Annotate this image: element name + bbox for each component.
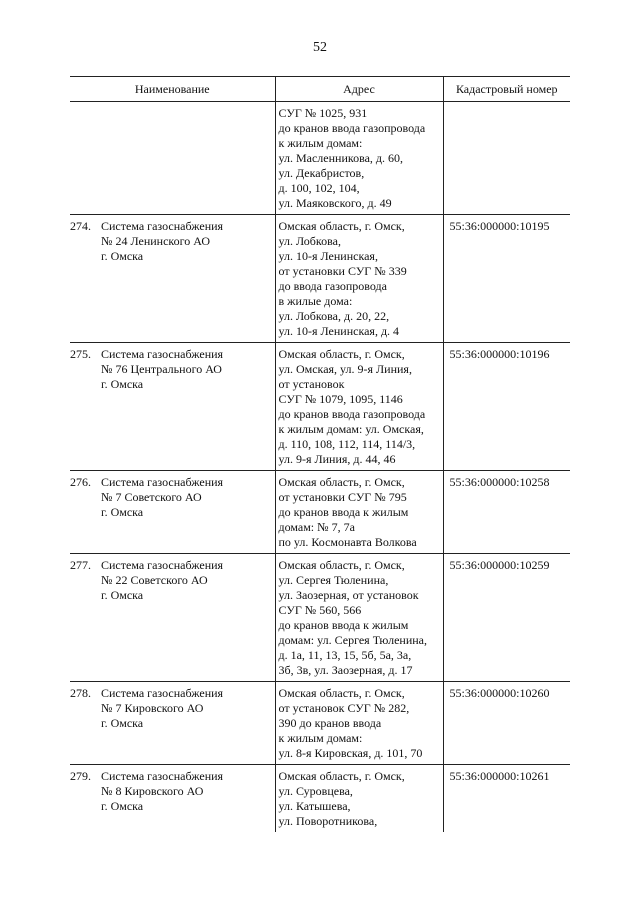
row-number: 275. <box>70 347 91 361</box>
address-line: домам: ул. Сергея Тюленина, <box>278 633 427 647</box>
address-line: Омская область, г. Омск, <box>278 686 405 700</box>
address-cell <box>275 471 443 554</box>
name-line: Система газоснабжения <box>101 219 224 233</box>
address-cell <box>275 682 443 765</box>
registry-table <box>70 76 570 832</box>
object-name <box>101 475 223 520</box>
address-line: ул. Маяковского, д. 49 <box>278 196 392 210</box>
address-line: до кранов ввода газопровода <box>278 121 426 135</box>
name-line: г. Омска <box>101 799 144 813</box>
name-line: № 8 Кировского АО <box>101 784 204 798</box>
address-line: Омская область, г. Омск, <box>278 475 405 489</box>
table-row <box>70 215 570 343</box>
row-number: 274. <box>70 219 91 233</box>
address-line: ул. Декабристов, <box>278 166 365 180</box>
address-line: Омская область, г. Омск, <box>278 769 405 783</box>
name-line: № 7 Кировского АО <box>101 701 204 715</box>
address-line: до кранов ввода газопровода <box>278 407 426 421</box>
address-line: к жилым домам: <box>278 731 363 745</box>
address-line: ул. 8-я Кировская, д. 101, 70 <box>278 746 423 760</box>
name-line: № 76 Центрального АО <box>101 362 222 376</box>
name-line: г. Омска <box>101 716 144 730</box>
address-line: ул. 10-я Ленинская, д. 4 <box>278 324 400 338</box>
name-line: г. Омска <box>101 588 144 602</box>
name-wrap <box>70 219 275 264</box>
address-line: ул. Масленникова, д. 60, <box>278 151 404 165</box>
address-cell <box>275 215 443 343</box>
object-name <box>101 347 223 392</box>
address-cell <box>275 343 443 471</box>
name-cell <box>70 682 275 765</box>
address-line: СУГ № 1025, 931 <box>278 106 368 120</box>
name-line: г. Омска <box>101 505 144 519</box>
table-row <box>70 682 570 765</box>
cadastral-number: 55:36:000000:10260 <box>443 682 570 765</box>
address-line: ул. Катышева, <box>278 799 351 813</box>
address-line: от установок <box>278 377 345 391</box>
address-line: до ввода газопровода <box>278 279 387 293</box>
object-name <box>101 558 223 603</box>
address-line: д. 1а, 11, 13, 15, 5б, 5а, 3а, <box>278 648 412 662</box>
cadastral-number: 55:36:000000:10196 <box>443 343 570 471</box>
continuation-address-cell <box>275 102 443 215</box>
cadastral-number: 55:36:000000:10195 <box>443 215 570 343</box>
address-line: до кранов ввода к жилым <box>278 618 409 632</box>
address-line: ул. 9-я Линия, д. 44, 46 <box>278 452 396 466</box>
address-cell <box>275 765 443 833</box>
continuation-cadastral-cell <box>443 102 570 215</box>
address-line: от установок СУГ № 282, <box>278 701 410 715</box>
continuation-row <box>70 102 570 215</box>
address-line: СУГ № 560, 566 <box>278 603 362 617</box>
address-line: д. 110, 108, 112, 114, 114/3, <box>278 437 416 451</box>
address-line: ул. Омская, ул. 9-я Линия, <box>278 362 412 376</box>
address-line: до кранов ввода к жилым <box>278 505 409 519</box>
header-cadastral: Кадастровый номер <box>443 77 570 102</box>
address-line: в жилые дома: <box>278 294 353 308</box>
address-cell <box>275 554 443 682</box>
address-line: домам: № 7, 7а <box>278 520 355 534</box>
header-address: Адрес <box>275 77 443 102</box>
cadastral-number: 55:36:000000:10261 <box>449 769 550 783</box>
page-number: 52 <box>313 40 327 55</box>
address-line: ул. 10-я Ленинская, <box>278 249 378 263</box>
address-line: Омская область, г. Омск, <box>278 219 405 233</box>
object-name <box>101 219 223 264</box>
row-number: 279. <box>70 769 91 783</box>
table-header-row <box>70 77 570 102</box>
name-line: Система газоснабжения <box>101 347 224 361</box>
address-line: ул. Сергея Тюленина, <box>278 573 389 587</box>
name-line: № 7 Советского АО <box>101 490 202 504</box>
address-line: ул. Заозерная, от установок <box>278 588 419 602</box>
name-line: Система газоснабжения <box>101 558 224 572</box>
name-wrap <box>70 558 275 603</box>
address-line: ул. Поворотникова, <box>278 814 378 828</box>
address-line: СУГ № 1079, 1095, 1146 <box>278 392 403 406</box>
name-cell <box>70 554 275 682</box>
object-name <box>101 769 223 814</box>
table-body <box>70 102 570 833</box>
address-line: от установки СУГ № 339 <box>278 264 407 278</box>
cadastral-number: 55:36:000000:10259 <box>443 554 570 682</box>
address-line: 390 до кранов ввода <box>278 716 382 730</box>
row-number: 277. <box>70 558 91 572</box>
name-wrap <box>70 769 275 814</box>
name-line: Система газоснабжения <box>101 686 224 700</box>
table-row <box>70 554 570 682</box>
address-line: к жилым домам: ул. Омская, <box>278 422 424 436</box>
object-name <box>101 686 223 731</box>
address-line: Омская область, г. Омск, <box>278 347 405 361</box>
name-line: Система газоснабжения <box>101 475 224 489</box>
cadastral-number: 55:36:000000:10258 <box>443 471 570 554</box>
address-line: д. 100, 102, 104, <box>278 181 360 195</box>
header-name: Наименование <box>70 77 275 102</box>
address-line: к жилым домам: <box>278 136 363 150</box>
table-row <box>70 765 570 833</box>
address-line: ул. Лобкова, д. 20, 22, <box>278 309 390 323</box>
address-line: ул. Лобкова, <box>278 234 341 248</box>
table-row <box>70 343 570 471</box>
name-cell <box>70 471 275 554</box>
name-line: г. Омска <box>101 249 144 263</box>
name-line: № 22 Советского АО <box>101 573 208 587</box>
table-row <box>70 471 570 554</box>
name-wrap <box>70 475 275 520</box>
name-wrap <box>70 686 275 731</box>
name-line: № 24 Ленинского АО <box>101 234 211 248</box>
name-cell <box>70 215 275 343</box>
address-line: 3б, 3в, ул. Заозерная, д. 17 <box>278 663 413 677</box>
address-line: от установки СУГ № 795 <box>278 490 407 504</box>
address-line: по ул. Космонавта Волкова <box>278 535 417 549</box>
continuation-name-cell <box>70 102 275 215</box>
address-line: ул. Суровцева, <box>278 784 353 798</box>
address-line: Омская область, г. Омск, <box>278 558 405 572</box>
row-number: 278. <box>70 686 91 700</box>
name-line: Система газоснабжения <box>101 769 224 783</box>
row-number: 276. <box>70 475 91 489</box>
name-cell <box>70 343 275 471</box>
name-wrap <box>70 347 275 392</box>
name-line: г. Омска <box>101 377 144 391</box>
name-cell <box>70 765 275 833</box>
